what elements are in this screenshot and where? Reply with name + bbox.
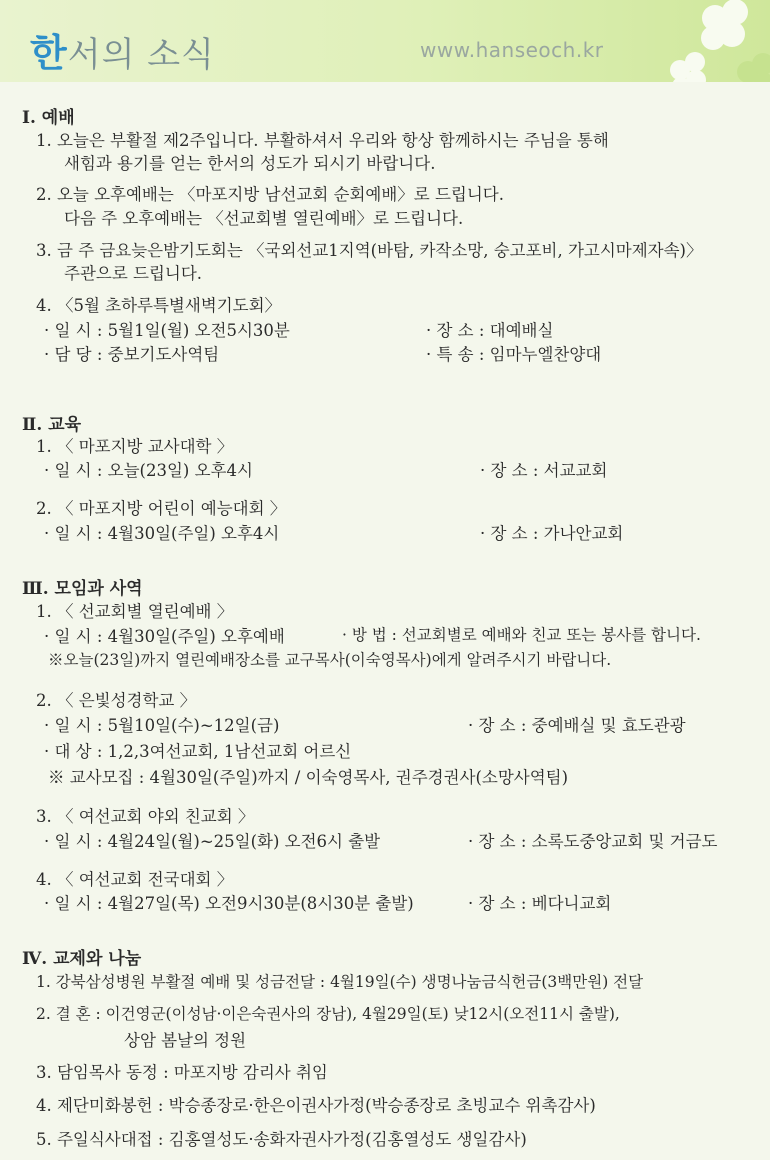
education-item-2-place: · 장 소 : 가나안교회 <box>480 524 624 543</box>
title-first-char: 한 <box>30 31 68 75</box>
gathering-item-1-note: ※오늘(23일)까지 열린예배장소를 교구목사(이숙영목사)에게 알려주시기 바랍니다. <box>48 651 612 669</box>
education-item-2-title: 2. 〈 마포지방 어린이 예능대회 〉 <box>36 499 287 518</box>
gathering-item-2-target: · 대 상 : 1,2,3여선교회, 1남선교회 어르신 <box>44 742 352 761</box>
fellowship-item-2-line-1: 2. 결 혼 : 이건영군(이성남·이은숙권사의 장남), 4월29일(토) 낮12시(오전11시 출발), <box>36 1005 620 1023</box>
worship-item-2-line-1: 2. 오늘 오후예배는 〈마포지방 남선교회 순회예배〉로 드립니다. <box>36 185 504 204</box>
education-item-2-date: · 일 시 : 4월30일(주일) 오후4시 <box>44 524 280 543</box>
gathering-item-4-title: 4. 〈 여선교회 전국대회 〉 <box>36 870 234 889</box>
gathering-item-1-title: 1. 〈 선교회별 열린예배 〉 <box>36 602 234 621</box>
gathering-item-3-title: 3. 〈 여선교회 야외 친교회 〉 <box>36 807 255 826</box>
gathering-item-2-note: ※ 교사모집 : 4월30일(주일)까지 / 이숙영목사, 권주경권사(소망사역팀) <box>48 768 569 787</box>
section-heading-gatherings: Ⅲ. 모임과 사역 <box>22 579 143 599</box>
section-heading-education: Ⅱ. 교육 <box>22 415 82 435</box>
section-heading-worship: Ⅰ. 예배 <box>22 108 75 128</box>
gathering-item-3-date: · 일 시 : 4월24일(월)~25일(화) 오전6시 출발 <box>44 832 381 851</box>
worship-item-4-lead: · 담 당 : 중보기도사역팀 <box>44 345 220 364</box>
section-heading-fellowship: Ⅳ. 교제와 나눔 <box>22 949 142 969</box>
fellowship-item-5: 5. 주일식사대접 : 김홍열성도·송화자권사가정(김홍열성도 생일감사) <box>36 1130 527 1149</box>
gathering-item-1-date: · 일 시 : 4월30일(주일) 오후예배 <box>44 627 285 646</box>
gathering-item-2-date: · 일 시 : 5월10일(수)~12일(금) <box>44 716 280 735</box>
education-item-1-date: · 일 시 : 오늘(23일) 오후4시 <box>44 461 253 480</box>
worship-item-3-line-2: 주관으로 드립니다. <box>64 264 203 283</box>
education-item-1-title: 1. 〈 마포지방 교사대학 〉 <box>36 437 234 456</box>
worship-item-4-title: 4. 〈5월 초하루특별새벽기도회〉 <box>36 296 282 315</box>
worship-item-4-date: · 일 시 : 5월1일(월) 오전5시30분 <box>44 321 290 340</box>
fellowship-item-2-line-2: 상암 봄날의 정원 <box>124 1031 247 1050</box>
gathering-item-2-title: 2. 〈 은빛성경학교 〉 <box>36 691 197 710</box>
fellowship-item-1: 1. 강북삼성병원 부활절 예배 및 성금전달 : 4월19일(수) 생명나눔금식헌금(3백만원) 전달 <box>36 973 644 991</box>
gathering-item-2-place: · 장 소 : 중예배실 및 효도관광 <box>468 716 686 735</box>
worship-item-3-line-1: 3. 금 주 금요늦은밤기도회는 〈국외선교1지역(바탐, 카작소망, 숭고포비, 가고시마제자속)〉 <box>36 241 703 260</box>
gathering-item-4-place: · 장 소 : 베다니교회 <box>468 894 612 913</box>
gathering-item-4-date: · 일 시 : 4월27일(목) 오전9시30분(8시30분 출발) <box>44 894 414 913</box>
title-rest: 서의 소식 <box>67 35 215 75</box>
website-url: www.hanseoch.kr <box>420 38 604 62</box>
worship-item-1-line-1: 1. 오늘은 부활절 제2주입니다. 부활하셔서 우리와 항상 함께하시는 주님을 통해 <box>36 131 609 150</box>
worship-item-4-place: · 장 소 : 대예배실 <box>426 321 554 340</box>
worship-item-1-line-2: 새힘과 용기를 얻는 한서의 성도가 되시기 바랍니다. <box>64 154 436 173</box>
fellowship-item-4: 4. 제단미화봉헌 : 박승종장로·한은이권사가정(박승종장로 초빙교수 위촉감사) <box>36 1096 596 1115</box>
worship-item-4-music: · 특 송 : 임마누엘찬양대 <box>426 345 602 364</box>
fellowship-item-3: 3. 담임목사 동정 : 마포지방 감리사 취임 <box>36 1063 328 1082</box>
gathering-item-1-method: · 방 법 : 선교회별로 예배와 친교 또는 봉사를 합니다. <box>342 626 701 644</box>
education-item-1-place: · 장 소 : 서교교회 <box>480 461 608 480</box>
gathering-item-3-place: · 장 소 : 소록도중앙교회 및 거금도 <box>468 832 718 851</box>
worship-item-2-line-2: 다음 주 오후예배는 〈선교회별 열린예배〉로 드립니다. <box>64 209 464 228</box>
